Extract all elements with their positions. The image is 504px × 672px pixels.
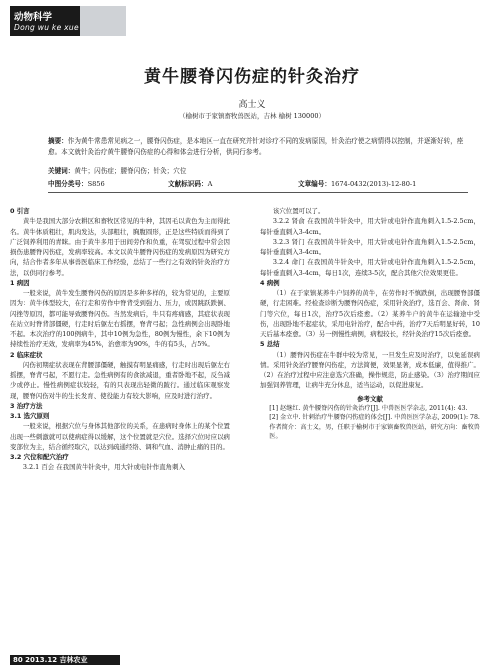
- section-heading: 4 病例: [260, 278, 280, 287]
- section-heading: 3.1 选穴原则: [10, 412, 50, 420]
- body-paragraph: （1）在于家镇某养牛户饲养的黄牛，在劳作时不慎跌倒，出现腰脊部僵硬，行走困难。经检查诊断为腰脊闪伤症，采用针灸治疗，选百会、肾俞、肾门等穴位，每日1次，治疗5次后痊愈。（2）某养牛户的黄牛在运输途中受伤，出现卧地不起症状，采用电针治疗，配合中药，治疗7天后明显好转，10天后基本痊愈。（3）另一例慢性病例，病程较长，经针灸治疗15次后痊愈。: [260, 289, 480, 338]
- section-heading: 1 病因: [10, 278, 30, 287]
- clc-label: 中图分类号：: [48, 180, 88, 188]
- references-heading: 参考文献: [357, 394, 383, 403]
- clc-field: [48, 178, 105, 188]
- body-paragraph: 黄牛是我国大部分农耕区和畜牧区常见的牛种，其因毛以黄色为主而得此名。黄牛体质粗壮，肌肉发达，头部粗壮，胸腹圆形，正是这些特质而得到了广泛饲养利用的青睐。由于黄牛多用于田间劳作和负重，在驾驭过程中常会因损伤患腰脊闪伤症，发病率较高。本文以黄牛腰脊闪伤症的发病原因为研究方向，结合作者多年从事兽医临床工作经验，总结了一些行之有效的针灸治疗方法，以供同行参考。: [10, 217, 230, 277]
- clc-value: S856: [87, 180, 105, 188]
- body-paragraph: 一般来说，根据穴位与身体其他部位的关系，在患病时身体上的某个位置出现一些刺激就可以使病症得以缓解，这个位置就是穴位。选择穴位时应以病变部位为主，结合循经取穴，以达到疏通经络、调和气血、消肿止痛的目的。: [10, 422, 230, 451]
- body-paragraph: 一般来说，黄牛发生腰脊闪伤的原因是多种多样的，较为常见的，主要原因为：黄牛体型较大，在行走和劳作中脊背受到强力、压力，或因跳跃跌倒、闪挫等原因，都可能导致腰脊闪伤。当然发病后，牛只有疼痛感，其症状表现在站立时脊背部僵硬，行走时后躯左右摇摆，脊背弓起；急性病例会出现卧地不起。本次治疗的100例病牛，其中10例为急性，80例为慢性，余下10例为持续性治疗无效，发病率为45%，治愈率为90%，牛的有5头，占5%。: [10, 289, 230, 349]
- section-heading: 2 临床症状: [10, 350, 43, 359]
- body-paragraph: （1）腰脊闪伤症在牛群中较为常见，一旦发生应及时治疗，以免延误病情。采用针灸治疗腰脊闪伤症，方法简便，效果显著，成本低廉，值得推广。（2）在治疗过程中应注意选穴准确，操作规范，防止感染。（3）治疗期间应加强饲养管理，让病牛充分休息，适当运动，以促进康复。: [260, 350, 480, 390]
- header-section-label: 动物科学: [14, 12, 53, 23]
- keywords: [48, 165, 468, 175]
- article-metadata: [48, 178, 468, 188]
- body-paragraph: 3.2.3 肾门 在我国黄牛针灸中，用大针或电针作直角刺入1.5-2.5cm，每针垂直刺入3-4cm。: [260, 237, 480, 256]
- header-divider: [48, 192, 468, 193]
- doc-code-label: 文献标识码：: [168, 180, 208, 188]
- doc-code-field: [168, 178, 212, 188]
- body-paragraph: 该穴位置可以了。: [272, 207, 325, 215]
- section-heading: 3 治疗方法: [10, 401, 43, 410]
- header-pinyin-label: Dong wu ke xue: [14, 23, 79, 32]
- article-title: 黄牛腰脊闪伤症的针灸治疗: [144, 67, 360, 87]
- author-name: 高士义: [238, 100, 266, 110]
- footer-text: 80 2013.12 吉林农业: [13, 656, 88, 664]
- keywords-text: 黄牛；闪伤症；腰脊闪伤；针灸；穴位: [74, 167, 187, 175]
- doc-code-value: A: [207, 180, 213, 188]
- reference-entry: 作者简介：高士义，男，任职于榆树市于家镇畜牧兽医站，研究方向：畜牧兽医。: [269, 423, 480, 441]
- article-number-value: 1674-0432(2013)-12-80-1: [330, 180, 417, 188]
- body-paragraph: 3.2.2 肾俞 在我国黄牛针灸中，用大针或电针作直角刺入1.5-2.5cm，每针垂直刺入3-4cm。: [260, 217, 480, 236]
- reference-entry: [1] 赵继红. 黄牛腰脊闪伤的针灸治疗[J]. 中兽医医学杂志, 2011(4): 43.: [269, 404, 468, 412]
- reference-entry: [2] 金立中. 针刺治疗牛腰脊闪伤症的体会[J]. 中兽医医学杂志, 2009(1): 78.: [269, 414, 480, 422]
- abstract: [48, 136, 468, 157]
- section-heading: 5 总结: [260, 340, 280, 349]
- body-column-left: [10, 206, 230, 473]
- body-paragraph: 闪伤初期症状表现在背腰部僵硬，触摸有明显痛感，行走时出现后躯左右摇摆，脊背弓起，不愿行走。急性病例有的食欲减退，重者卧地不起，反刍减少或停止。慢性病例症状较轻，有的只表现出轻微的跛行。通过临床观察发现，腰脊闪伤对牛的生长发育、使役能力有较大影响，应及时进行治疗。: [10, 360, 230, 400]
- article-number-field: [298, 178, 416, 188]
- body-paragraph: 3.2.4 命门 在我国黄牛针灸中，用大针或电针作直角刺入1.5-2.5cm，每针垂直刺入3-4cm，每日1次，连续3-5次，配合其他穴位效果更佳。: [260, 258, 480, 277]
- journal-section-header: [10, 6, 126, 36]
- author-affiliation: （榆树市于家镇畜牧兽医站，吉林 榆树 130000）: [179, 112, 325, 120]
- body-column-right: [260, 206, 480, 442]
- keywords-label: 关键词：: [48, 167, 75, 175]
- section-heading: 3.2 穴位和配穴治疗: [10, 453, 69, 461]
- abstract-label: 摘要：: [48, 137, 68, 145]
- body-paragraph: 3.2.1 百会 在我国黄牛针灸中，用大针或电针作直角刺入: [22, 463, 185, 472]
- abstract-text: 作为黄牛常患常见病之一，腰脊闪伤症，是本地区一直在研究并针对诊疗不同的发病原因，针灸治疗使之病情得以控制，并逐渐好转，痊愈。本文就针灸治疗黄牛腰脊闪伤症的心得和体会进行分析，供同行参考。: [48, 137, 464, 156]
- section-heading: 0 引言: [10, 207, 30, 215]
- page-footer: [10, 652, 120, 666]
- article-number-label: 文章编号：: [298, 180, 331, 188]
